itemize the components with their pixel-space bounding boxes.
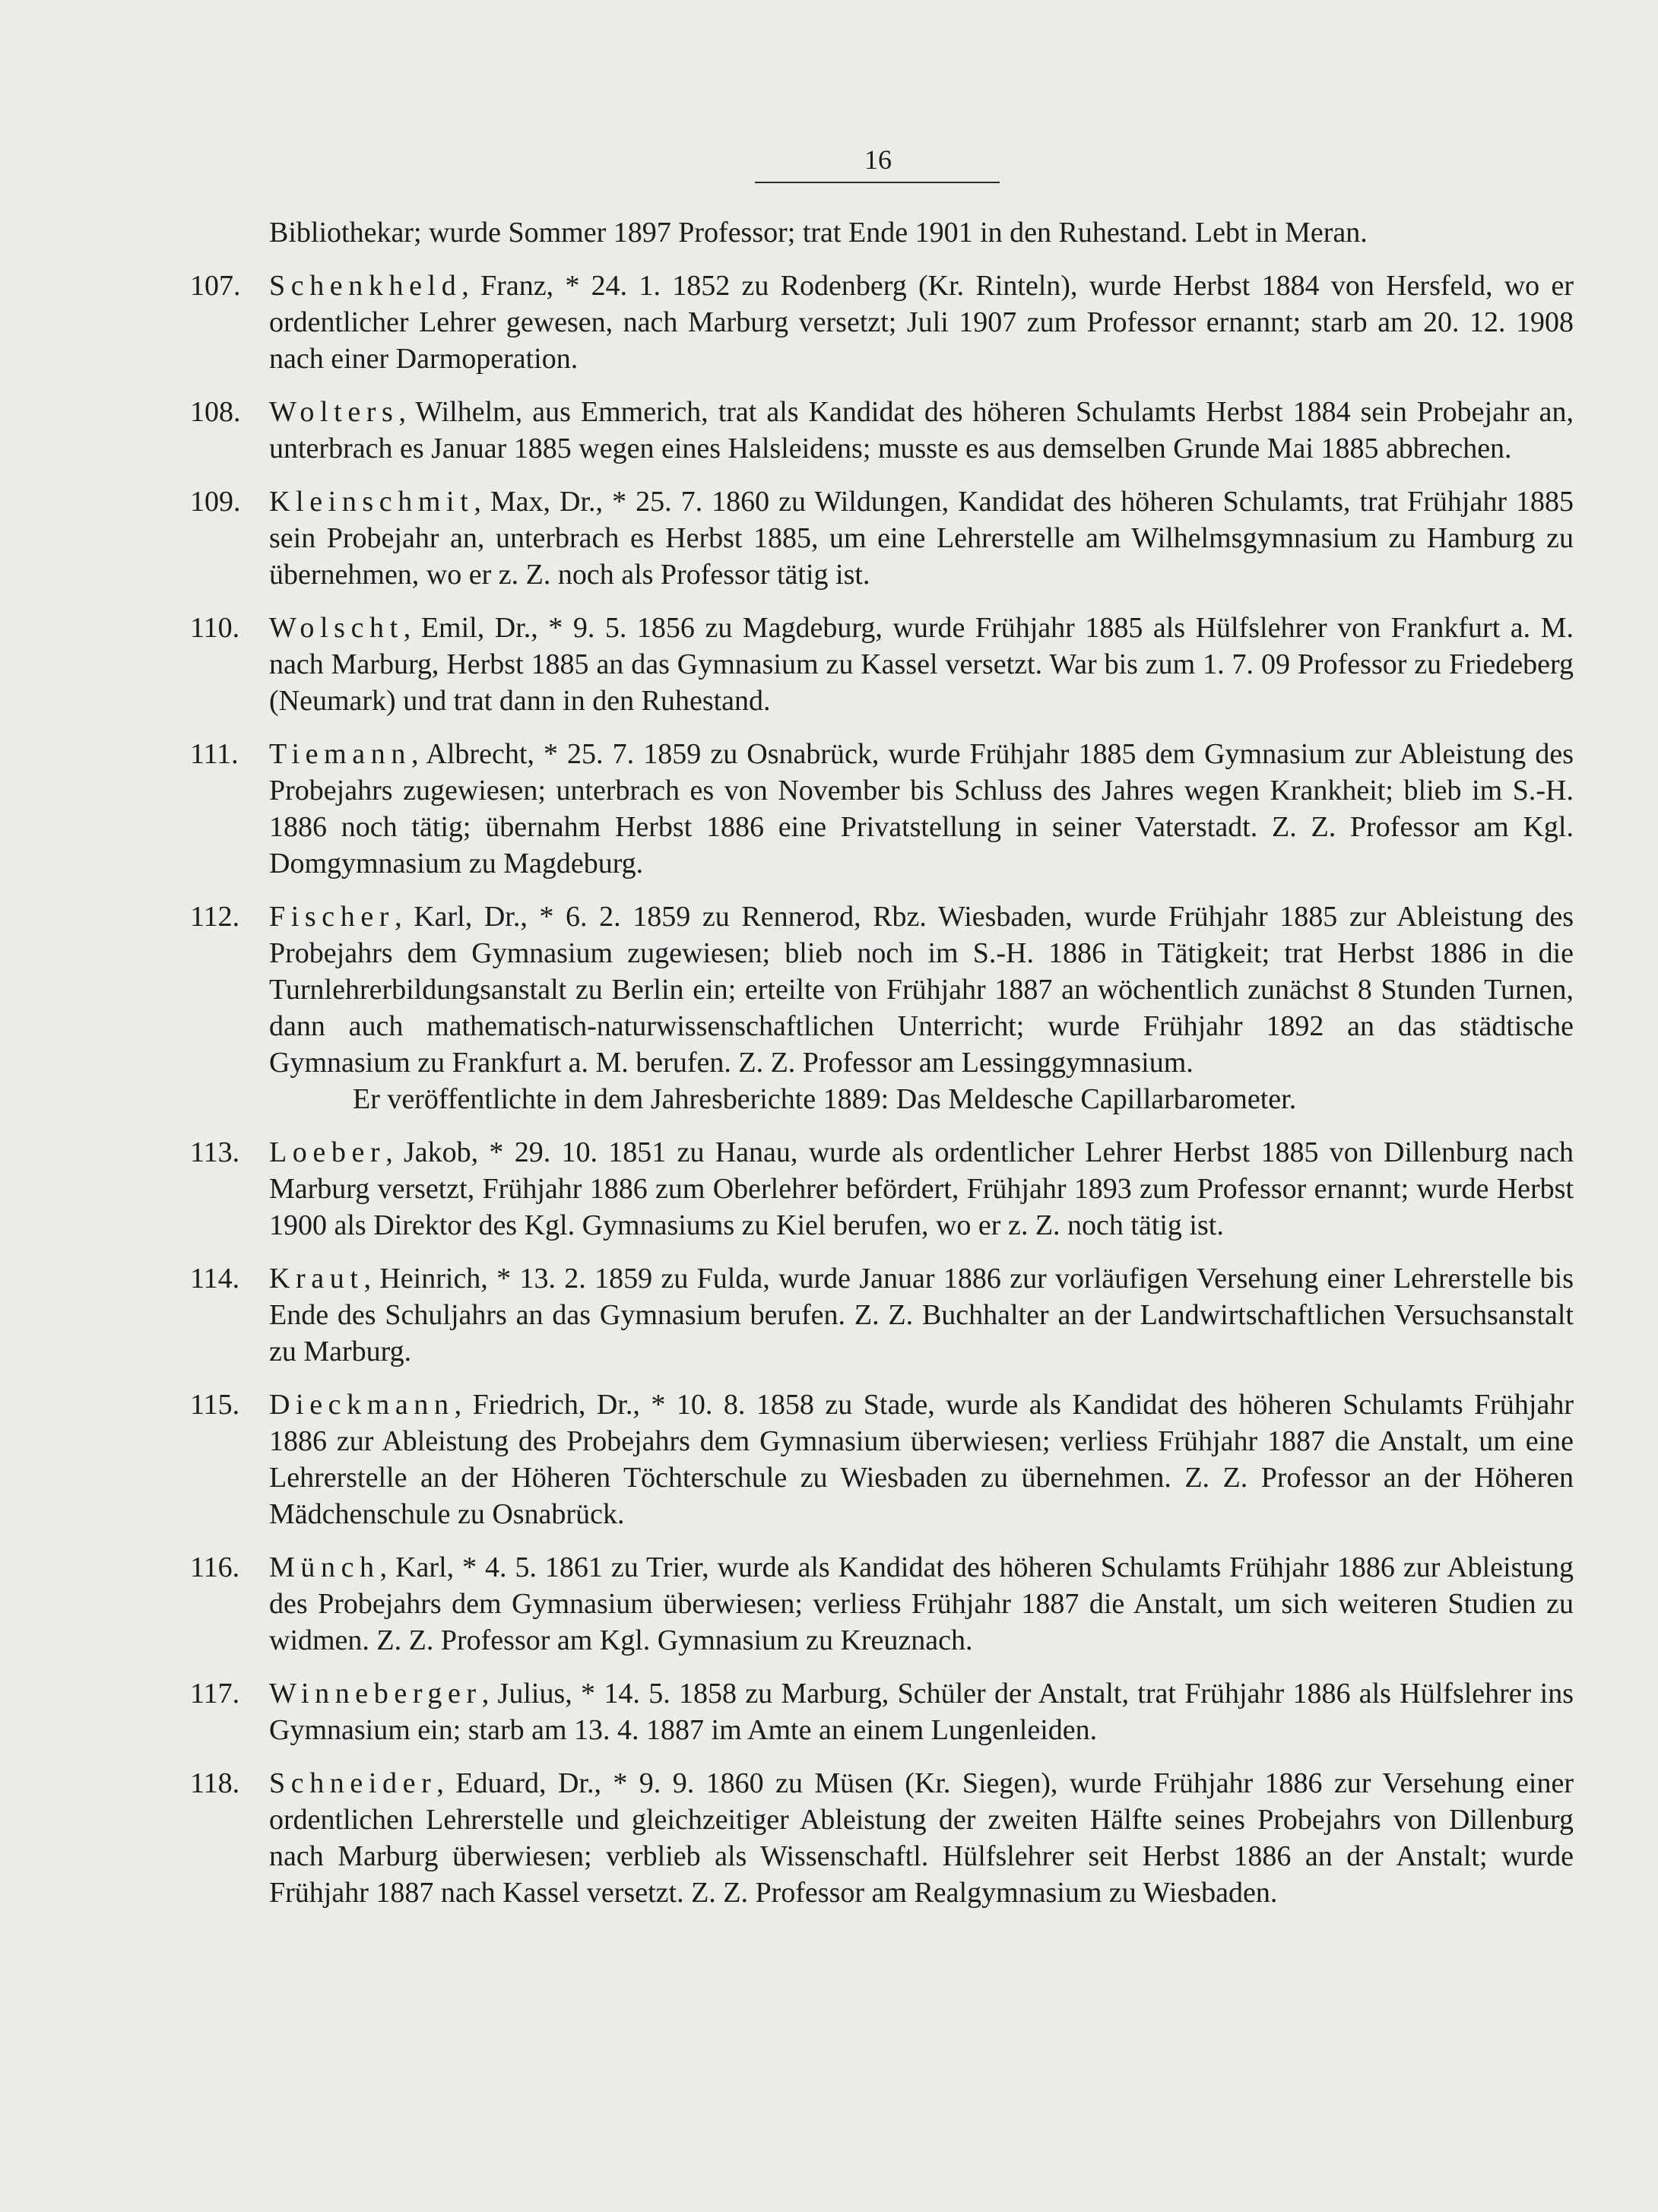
entry-number: 110. — [190, 612, 240, 644]
entry-text: , Karl, Dr., * 6. 2. 1859 zu Rennerod, Rbz. Wiesbaden, wurde Frühjahr 1885 zur Ableistung des Probejahrs dem Gymnasium zugewiesen; blieb noch im S.-H. 1886 in Tätigkeit; trat Herbst 1886 in die Turnlehrerbildungsanstalt zu Berlin ein; erteilte von Frühjahr 1887 an wöchentlich zunächst 8 Stunden Turnen, dann auch mathematisch-naturwissenschaftlichen Unterricht; wurde Frühjahr 1892 an das städtische Gymnasium zu Frankfurt a. M. berufen. Z. Z. Professor am Lessinggymnasium. — [269, 901, 1574, 1079]
entry-117 — [190, 1675, 1574, 1748]
entry-name: Dieckmann — [269, 1389, 455, 1421]
entry-number: 107. — [190, 270, 241, 302]
continuation-paragraph: Bibliothekar; wurde Sommer 1897 Professor; trat Ende 1901 in den Ruhestand. Lebt in Meran. — [269, 217, 1368, 249]
entry-name: Wolters — [269, 396, 399, 428]
entry-107 — [190, 268, 1574, 377]
entry-text: , Julius, * 14. 5. 1858 zu Marburg, Schüler der Anstalt, trat Frühjahr 1886 als Hülfslehrer ins Gymnasium ein; starb am 13. 4. 1887 im Amte an einem Lungenleiden. — [269, 1678, 1574, 1746]
entry-113 — [190, 1134, 1574, 1244]
entry-text: , Jakob, * 29. 10. 1851 zu Hanau, wurde als ordentlicher Lehrer Herbst 1885 von Dillenburg nach Marburg versetzt, Frühjahr 1886 zum Oberlehrer befördert, Frühjahr 1893 zum Professor ernannt; wurde Herbst 1900 als Direktor des Kgl. Gymnasiums zu Kiel berufen, wo er z. Z. noch tätig ist. — [269, 1136, 1574, 1241]
entry-list — [190, 268, 1574, 1911]
entry-number: 118. — [190, 1767, 240, 1799]
entry-name: Münch — [269, 1551, 380, 1583]
entry-111 — [190, 736, 1574, 882]
entry-name: Tiemann — [269, 738, 411, 770]
page-number: 16 — [864, 144, 892, 175]
entry-name: Schneider — [269, 1767, 437, 1799]
entry-number: 108. — [190, 396, 241, 428]
entry-118 — [190, 1765, 1574, 1911]
entry-number: 114. — [190, 1263, 240, 1295]
entry-text: , Wilhelm, aus Emmerich, trat als Kandidat des höheren Schulamts Herbst 1884 sein Probejahr an, unterbrach es Januar 1885 wegen eines Halsleidens; musste es aus demselben Grunde Mai 1885 abbrechen. — [269, 396, 1574, 464]
entry-112 — [190, 898, 1574, 1117]
entry-note: Er veröffentlichte in dem Jahresberichte 1889: Das Meldesche Capillarbarometer. — [353, 1083, 1297, 1115]
entry-text: , Eduard, Dr., * 9. 9. 1860 zu Müsen (Kr. Siegen), wurde Frühjahr 1886 zur Versehung einer ordentlichen Lehrerstelle und gleichzeitiger Ableistung der zweiten Hälfte seines Probejahrs von Dillenburg nach Marburg überwiesen; verblieb als Wissenschaftl. Hülfslehrer seit Herbst 1886 an der Anstalt; wurde Frühjahr 1887 nach Kassel versetzt. Z. Z. Professor am Realgymnasium zu Wiesbaden. — [269, 1767, 1574, 1909]
entry-108 — [190, 394, 1574, 467]
entry-number: 112. — [190, 901, 240, 933]
entry-name: Wolscht — [269, 612, 404, 644]
entry-number: 111. — [190, 738, 239, 770]
entry-text: , Heinrich, * 13. 2. 1859 zu Fulda, wurde Januar 1886 zur vorläufigen Versehung einer Lehrerstelle bis Ende des Schuljahrs an das Gymnasium berufen. Z. Z. Buchhalter an der Landwirtschaftlichen Versuchsanstalt zu Marburg. — [269, 1263, 1574, 1367]
entry-name: Winneberger — [269, 1678, 482, 1710]
entry-number: 113. — [190, 1136, 240, 1168]
entry-name: Kraut — [269, 1263, 364, 1295]
document-body — [190, 214, 1574, 1928]
entry-text: , Emil, Dr., * 9. 5. 1856 zu Magdeburg, wurde Frühjahr 1885 als Hülfslehrer von Frankfurt a. M. nach Marburg, Herbst 1885 an das Gymnasium zu Kassel versetzt. War bis zum 1. 7. 09 Professor zu Friedeberg (Neumark) und trat dann in den Ruhestand. — [269, 612, 1574, 717]
entry-text: , Max, Dr., * 25. 7. 1860 zu Wildungen, Kandidat des höheren Schulamts, trat Frühjahr 1885 sein Probejahr an, unterbrach es Herbst 1885, um eine Lehrerstelle am Wilhelmsgymnasium zu Hamburg zu übernehmen, wo er z. Z. noch als Professor tätig ist. — [269, 486, 1574, 591]
entry-text: , Albrecht, * 25. 7. 1859 zu Osnabrück, wurde Frühjahr 1885 dem Gymnasium zur Ableistung des Probejahrs zugewiesen; unterbrach es von November bis Schluss des Jahres wegen Krankheit; blieb im S.-H. 1886 noch tätig; übernahm Herbst 1886 eine Privatstellung in seiner Vaterstadt. Z. Z. Professor am Kgl. Domgymnasium zu Magdeburg. — [269, 738, 1574, 879]
entry-109 — [190, 483, 1574, 593]
entry-text: , Friedrich, Dr., * 10. 8. 1858 zu Stade, wurde als Kandidat des höheren Schulamts Frühjahr 1886 zur Ableistung des Probejahrs dem Gymnasium überwiesen; verliess Frühjahr 1887 die Anstalt, um eine Lehrerstelle an der Höheren Töchterschule zu Wiesbaden zu übernehmen. Z. Z. Professor an der Höheren Mädchenschule zu Osnabrück. — [269, 1389, 1574, 1530]
entry-name: Fischer — [269, 901, 395, 933]
header-rule — [755, 182, 1000, 183]
entry-114 — [190, 1260, 1574, 1370]
entry-name: Kleinschmit — [269, 486, 474, 518]
entry-name: Schenkheld — [269, 270, 462, 302]
entry-115 — [190, 1386, 1574, 1532]
entry-number: 116. — [190, 1551, 240, 1583]
entry-number: 115. — [190, 1389, 240, 1421]
entry-name: Loeber — [269, 1136, 386, 1168]
entry-110 — [190, 610, 1574, 719]
entry-text: , Franz, * 24. 1. 1852 zu Rodenberg (Kr. Rinteln), wurde Herbst 1884 von Hersfeld, wo er ordentlicher Lehrer gewesen, nach Marburg versetzt; Juli 1907 zum Professor ernannt; starb am 20. 12. 1908 nach einer Darmoperation. — [269, 270, 1574, 375]
entry-number: 109. — [190, 486, 241, 518]
entry-number: 117. — [190, 1678, 240, 1710]
entry-text: , Karl, * 4. 5. 1861 zu Trier, wurde als Kandidat des höheren Schulamts Frühjahr 1886 zur Ableistung des Probejahrs dem Gymnasium überwiesen; verliess Frühjahr 1887 die Anstalt, um sich weiteren Studien zu widmen. Z. Z. Professor am Kgl. Gymnasium zu Kreuznach. — [269, 1551, 1574, 1656]
entry-116 — [190, 1549, 1574, 1659]
